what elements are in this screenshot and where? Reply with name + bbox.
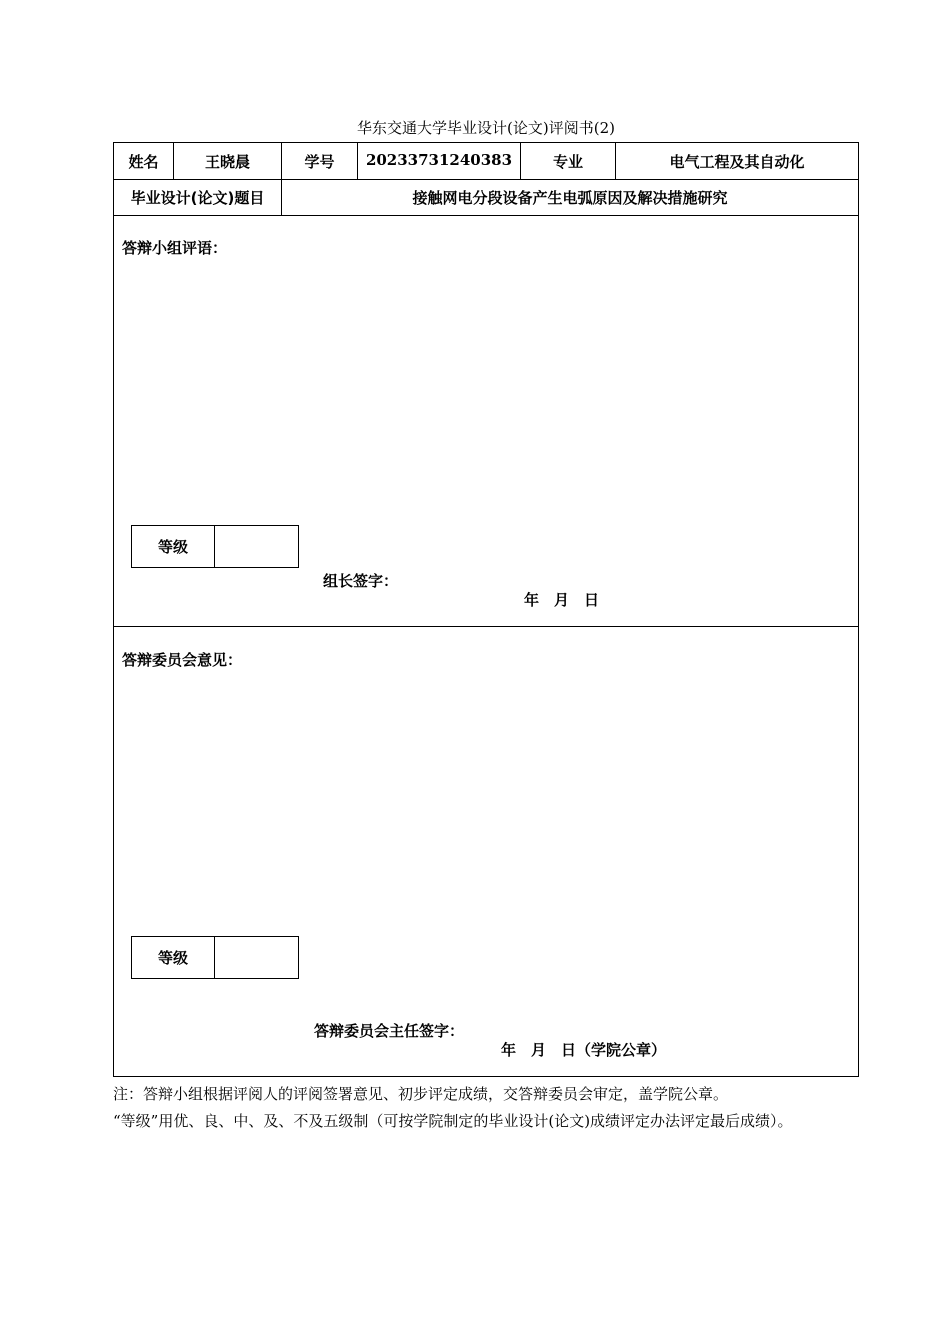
committee-grade-label: 等级 xyxy=(157,949,188,967)
group-comment-heading: 答辩小组评语： xyxy=(122,239,228,257)
table-row-divider xyxy=(113,215,859,216)
document-title: 华东交通大学毕业设计(论文)评阅书(2) xyxy=(357,119,615,137)
table-section-divider xyxy=(113,626,859,627)
student-id-label: 学号 xyxy=(304,152,335,171)
group-grade-label: 等级 xyxy=(157,538,188,556)
committee-date-label: 年 月 日（学院公章） xyxy=(501,1041,667,1059)
committee-opinion-heading: 答辩委员会意见： xyxy=(122,651,243,669)
note-line-1: 注：答辩小组根据评阅人的评阅签署意见、初步评定成绩，交答辩委员会审定，盖学院公章。 xyxy=(113,1085,729,1103)
major-value: 电气工程及其自动化 xyxy=(669,152,805,171)
major-label: 专业 xyxy=(552,152,583,171)
table-border-left xyxy=(113,142,114,1077)
name-value: 王晓晨 xyxy=(204,152,250,171)
topic-label: 毕业设计(论文)题目 xyxy=(130,189,265,207)
group-date-label: 年 月 日 xyxy=(524,591,600,609)
committee-chair-signature-label: 答辩委员会主任签字： xyxy=(314,1022,465,1040)
name-label: 姓名 xyxy=(128,152,159,171)
group-leader-signature-label: 组长签字： xyxy=(323,572,399,590)
group-grade-value[interactable] xyxy=(215,526,298,567)
note-line-2: “等级”用优、良、中、及、不及五级制（可按学院制定的毕业设计(论文)成绩评定办法评定最后成绩）。 xyxy=(113,1112,793,1130)
student-id-value: 20233731240383 xyxy=(365,151,513,169)
group-grade-box xyxy=(131,525,299,568)
topic-value: 接触网电分段设备产生电弧原因及解决措施研究 xyxy=(412,189,728,207)
table-border-right xyxy=(858,142,859,1077)
table-border-bottom xyxy=(113,1076,859,1077)
committee-grade-value[interactable] xyxy=(215,937,298,978)
committee-grade-box xyxy=(131,936,299,979)
